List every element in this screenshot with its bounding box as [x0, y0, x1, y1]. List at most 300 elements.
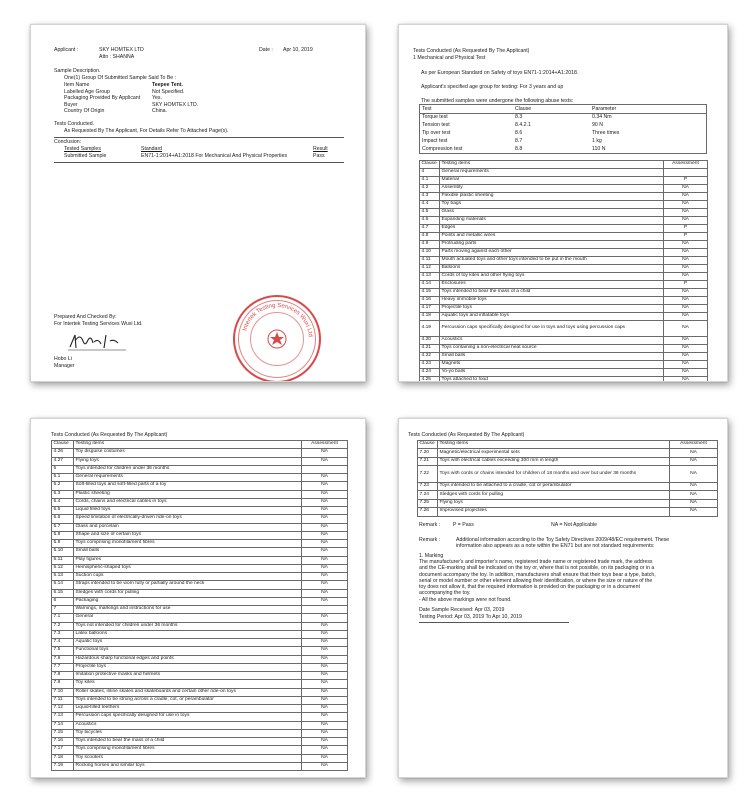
assessment-cell: NA — [664, 337, 708, 345]
testing-item-cell: Rocking horses and similar toys — [74, 762, 302, 770]
page-title: Tests Conducted (As Requested By The Applicant) — [408, 432, 525, 438]
abuse-cell: 8.3 — [515, 114, 523, 120]
table-row — [418, 491, 718, 499]
clause-cell: 7.19 — [52, 762, 74, 770]
assessment-cell: P — [664, 281, 708, 289]
table-row — [52, 597, 348, 605]
table-row — [52, 696, 348, 704]
clause-cell: 4.14 — [420, 281, 440, 289]
clause-cell: 7.7 — [52, 663, 74, 671]
marking-line: toy does not allow it, that the required information is provided on the packaging or in a document — [419, 584, 640, 591]
testing-item-cell: Plastic sheeting — [74, 490, 302, 498]
assessment-cell: NA — [302, 498, 348, 506]
clause-cell: 5.7 — [52, 523, 74, 531]
sample-field-value: Not Specified. — [152, 88, 185, 95]
testing-item-cell: Toy bags — [440, 201, 664, 209]
abuse-header-test: Test — [422, 106, 432, 112]
table-row — [420, 297, 708, 305]
assessment-table — [419, 160, 708, 382]
assessment-cell: NA — [302, 647, 348, 655]
applicant-label: Applicant : — [54, 47, 79, 53]
clause-cell: 4.21 — [420, 345, 440, 353]
clause-cell: 4.12 — [420, 265, 440, 273]
assessment-cell: NA — [302, 738, 348, 746]
assessment-cell: NA — [302, 630, 348, 638]
abuse-cell: 8.6 — [515, 130, 523, 136]
table-row — [52, 680, 348, 688]
table-row — [418, 482, 718, 490]
testing-item-cell: Material — [440, 177, 664, 185]
table-row — [418, 508, 718, 516]
tests-conducted-label: Tests Conducted. — [54, 121, 95, 127]
clause-cell: 4.1 — [420, 177, 440, 185]
testing-item-cell: Toys not intended for children under 36 months — [74, 622, 302, 630]
table-row — [420, 361, 708, 369]
table-row — [52, 581, 348, 589]
na-legend: NA = Not Applicable — [551, 522, 597, 528]
table-row — [52, 746, 348, 754]
clause-cell: 4.11 — [420, 257, 440, 265]
clause-cell: 7.24 — [418, 491, 438, 499]
remark-label: Remark : — [419, 522, 441, 528]
abuse-cell: 90 N — [592, 122, 603, 128]
testing-item-cell: Percussion caps specifically designed for use in toys — [74, 713, 302, 721]
clause-cell: 4.3 — [420, 193, 440, 201]
testing-item-cell: Roller skates, inline skates and skateboards and certain other ride-on toys — [74, 688, 302, 696]
clause-cell: 7.3 — [52, 630, 74, 638]
assessment-cell: NA — [302, 655, 348, 663]
assessment-cell: NA — [670, 449, 718, 457]
sample-field-label: Labelled Age Group — [64, 88, 110, 95]
abuse-intro: The submitted samples were undergone the following abuse tests: — [421, 98, 574, 104]
assessment-cell: NA — [664, 273, 708, 281]
prepared-by: Prepared And Checked By: — [54, 314, 117, 320]
testing-item-cell: Enclosures — [440, 281, 664, 289]
abuse-cell: Tension test — [422, 122, 450, 128]
table-header-cell: Clause — [418, 441, 438, 449]
testing-item-cell: Toys intended to be attached to a cradle, cot or perambulator — [438, 482, 670, 490]
testing-item-cell: Expanding materials — [440, 217, 664, 225]
table-row — [52, 606, 348, 614]
table-row — [420, 249, 708, 257]
assessment-cell: NA — [302, 515, 348, 523]
testing-item-cell: Percussion caps specifically designed for use in toys and toys using percussion caps — [440, 321, 664, 337]
assessment-cell: NA — [302, 746, 348, 754]
testing-item-cell: Hazardous sharp functional edges and points — [74, 655, 302, 663]
table-header-cell: Assessment — [302, 441, 348, 449]
table-row — [420, 281, 708, 289]
remark2-line: information also appears as a note within the EN71 but are not standard requirements: — [456, 543, 655, 549]
assessment-cell: NA — [302, 729, 348, 737]
assessment-cell: NA — [664, 321, 708, 337]
svg-text:Intertek Testing Services Wuxi: Intertek Testing Services Wuxi Ltd — [242, 302, 313, 338]
report-page-3 — [30, 418, 366, 778]
assessment-cell: NA — [664, 361, 708, 369]
clause-cell: 4.24 — [420, 369, 440, 377]
abuse-cell: Impact test — [422, 138, 448, 144]
clause-cell: 5.11 — [52, 556, 74, 564]
clause-cell: 4 — [420, 169, 440, 177]
clause-cell: 4.9 — [420, 241, 440, 249]
abuse-header-parameter: Parameter — [592, 106, 617, 112]
section-heading: 1 Mechanical and Physical Test — [413, 55, 486, 61]
assessment-cell: NA — [664, 297, 708, 305]
table-row — [420, 185, 708, 193]
page-title: Tests Conducted (As Requested By The Applicant) — [51, 432, 168, 438]
testing-item-cell: Liquid filled toys — [74, 507, 302, 515]
assessment-cell: NA — [670, 491, 718, 499]
clause-cell: 5.3 — [52, 490, 74, 498]
conclusion-label: Conclusion: — [54, 139, 82, 145]
table-row — [420, 241, 708, 249]
sample-field-label: Packaging Provided By Applicant — [64, 95, 141, 101]
tests-conducted-text: As Requested By The Applicant, For Details Refer To Attached Page(s). — [64, 128, 229, 134]
marking-title: 1. Marking — [419, 553, 444, 559]
assessment-cell: NA — [302, 721, 348, 729]
clause-cell: 5.4 — [52, 498, 74, 506]
assessment-cell: NA — [670, 508, 718, 516]
marking-line: - All the above markings were not found. — [419, 596, 512, 603]
clause-cell: 6 — [52, 597, 74, 605]
testing-item-cell: Edges — [440, 225, 664, 233]
testing-item-cell: Speed limitation of electrically-driven ride-on toys — [74, 515, 302, 523]
clause-cell: 4.2 — [420, 185, 440, 193]
clause-cell: 7.16 — [52, 738, 74, 746]
clause-cell: 7.25 — [418, 499, 438, 507]
conclusion-header-result: Result — [313, 146, 328, 152]
assessment-cell: NA — [664, 209, 708, 217]
sample-description-label: Sample Description. — [54, 68, 101, 74]
table-row — [52, 449, 348, 457]
assessment-cell: NA — [302, 713, 348, 721]
assessment-cell: NA — [302, 639, 348, 647]
table-row — [420, 321, 708, 337]
assessment-cell: P — [664, 225, 708, 233]
testing-item-cell: Imitation protective masks and helmets — [74, 672, 302, 680]
signature-image — [66, 329, 134, 355]
table-row — [52, 639, 348, 647]
table-row — [420, 257, 708, 265]
testing-item-cell: Toy bicycles — [74, 729, 302, 737]
table-header-cell: Testing items — [440, 161, 664, 169]
abuse-row — [420, 146, 706, 154]
testing-item-cell: Shape and size of certain toys — [74, 531, 302, 539]
clause-cell: 7.22 — [418, 466, 438, 483]
marking-line: document accompany the toy. In addition, manufacturers shall ensure that their toys bear a type, batch, — [419, 571, 656, 578]
marking-line: accompanying the toy. — [419, 590, 471, 597]
table-row — [420, 377, 708, 383]
assessment-cell: NA — [664, 313, 708, 321]
conclusion-standard: EN71-1:2014+A1:2018 For Mechanical And Physical Properties — [141, 153, 288, 159]
table-header-row — [420, 161, 708, 169]
testing-item-cell: Sledges with cords for pulling — [438, 491, 670, 499]
clause-cell: 5.8 — [52, 531, 74, 539]
prepared-for: For Intertek Testing Services Wuxi Ltd. — [54, 321, 143, 327]
abuse-cell: 0.34 Nm — [592, 114, 612, 120]
table-header-row — [418, 441, 718, 449]
company-seal-stamp — [233, 295, 321, 382]
assessment-cell: NA — [302, 705, 348, 713]
clause-cell: 4.23 — [420, 361, 440, 369]
testing-item-cell: Heavy immobile toys — [440, 297, 664, 305]
abuse-cell: Three times — [592, 130, 620, 136]
table-row — [52, 754, 348, 762]
testing-item-cell: Projectile toys — [74, 663, 302, 671]
assessment-cell: NA — [302, 680, 348, 688]
clause-cell: 4.26 — [52, 449, 74, 457]
abuse-tests-box — [419, 104, 707, 154]
abuse-cell: 1 kg — [592, 138, 602, 144]
abuse-cell: 8.8 — [515, 146, 523, 152]
clause-cell: 5.12 — [52, 564, 74, 572]
table-header-cell: Assessment — [670, 441, 718, 449]
clause-cell: 7.4 — [52, 639, 74, 647]
assessment-cell: NA — [302, 457, 348, 465]
abuse-row — [420, 122, 706, 130]
table-row — [52, 614, 348, 622]
table-row — [420, 273, 708, 281]
testing-item-cell: Balloons — [440, 265, 664, 273]
abuse-header-clause: Clause — [515, 106, 532, 112]
testing-item-cell: Flying toys — [438, 499, 670, 507]
abuse-cell: 8.7 — [515, 138, 523, 144]
conclusion-result: Pass — [313, 153, 325, 159]
table-header-row — [52, 441, 348, 449]
clause-cell: 4.4 — [420, 201, 440, 209]
signer-name: Hobo Li — [54, 356, 72, 362]
testing-item-cell: Toys intended to bear the mass of a child — [440, 289, 664, 297]
clause-cell: 5.13 — [52, 573, 74, 581]
testing-item-cell: Projectile toys — [440, 305, 664, 313]
clause-cell: 4.16 — [420, 297, 440, 305]
assessment-cell: NA — [664, 193, 708, 201]
testing-item-cell: Latex balloons — [74, 630, 302, 638]
table-row — [52, 531, 348, 539]
standard-line: As per European Standard on Safety of toys EN71-1:2014+A1:2018. — [421, 70, 579, 76]
table-row — [420, 313, 708, 321]
assessment-cell: NA — [302, 589, 348, 597]
assessment-cell: NA — [670, 457, 718, 465]
report-page-2 — [398, 24, 728, 382]
testing-item-cell: Toys comprising monofilament fibres — [74, 540, 302, 548]
assessment-cell: NA — [302, 548, 348, 556]
clause-cell: 7.12 — [52, 705, 74, 713]
assessment-cell: NA — [302, 754, 348, 762]
assessment-table — [51, 440, 348, 771]
remark2-label: Remark : — [419, 537, 441, 543]
table-row — [420, 201, 708, 209]
clause-cell: 4.17 — [420, 305, 440, 313]
table-row — [52, 713, 348, 721]
clause-cell: 5.14 — [52, 581, 74, 589]
testing-item-cell: Warnings, markings and instructions for use — [74, 606, 302, 614]
testing-item-cell: Flexible plastic sheeting — [440, 193, 664, 201]
assessment-cell: NA — [664, 201, 708, 209]
clause-cell: 7.1 — [52, 614, 74, 622]
pass-legend: P = Pass — [453, 522, 474, 528]
testing-item-cell: Toys attached to food — [440, 377, 664, 383]
assessment-cell: NA — [664, 265, 708, 273]
testing-item-cell: Glass — [440, 209, 664, 217]
abuse-row — [420, 130, 706, 138]
assessment-cell: NA — [302, 449, 348, 457]
sample-field-row — [64, 109, 198, 116]
assessment-cell: NA — [664, 289, 708, 297]
abuse-cell: 110 N — [592, 146, 606, 152]
testing-item-cell: Small balls — [440, 353, 664, 361]
testing-item-cell: Sledges with cords for pulling — [74, 589, 302, 597]
clause-cell: 5.5 — [52, 507, 74, 515]
table-row — [52, 647, 348, 655]
assessment-cell: NA — [302, 597, 348, 605]
assessment-cell: NA — [302, 614, 348, 622]
table-row — [52, 721, 348, 729]
clause-cell: 7.11 — [52, 696, 74, 704]
abuse-cell: 8.4.2.1 — [515, 122, 531, 128]
clause-cell: 7.14 — [52, 721, 74, 729]
table-row — [52, 523, 348, 531]
marking-text — [419, 560, 656, 604]
assessment-cell: NA — [302, 540, 348, 548]
assessment-cell: NA — [664, 217, 708, 225]
sample-fields — [64, 83, 198, 116]
assessment-cell — [302, 606, 348, 614]
table-row — [418, 449, 718, 457]
table-row — [420, 169, 708, 177]
clause-cell: 5.9 — [52, 540, 74, 548]
assessment-cell: NA — [302, 523, 348, 531]
assessment-cell: NA — [302, 672, 348, 680]
table-row — [420, 353, 708, 361]
testing-item-cell: Points and metallic wires — [440, 233, 664, 241]
testing-item-cell: Small balls — [74, 548, 302, 556]
assessment-cell: NA — [664, 353, 708, 361]
table-row — [52, 573, 348, 581]
divider — [54, 162, 344, 163]
table-row — [420, 233, 708, 241]
testing-item-cell: Hemispheric-shaped toys — [74, 564, 302, 572]
clause-cell: 7.6 — [52, 655, 74, 663]
testing-item-cell: Suction cups — [74, 573, 302, 581]
table-row — [52, 589, 348, 597]
testing-item-cell: Toys comprising monofilament fibres — [74, 746, 302, 754]
marking-line: and the CE-marking shall be indicated on the toy or, where that is not possible, on its packaging or in a — [419, 565, 655, 572]
table-row — [52, 515, 348, 523]
table-row — [52, 474, 348, 482]
divider — [54, 137, 344, 138]
assessment-cell: NA — [664, 305, 708, 313]
clause-cell: 4.13 — [420, 273, 440, 281]
assessment-cell: NA — [670, 499, 718, 507]
clause-cell: 7.26 — [418, 508, 438, 516]
marking-line: serial or model number or other element allowing their identification, or where the size or nature of the — [419, 577, 653, 584]
clause-cell: 7.15 — [52, 729, 74, 737]
table-row — [420, 225, 708, 233]
clause-cell: 7.21 — [418, 457, 438, 465]
clause-cell: 7.13 — [52, 713, 74, 721]
testing-item-cell: Toys intended for children under 36 months — [74, 465, 302, 473]
testing-item-cell: General requirements — [440, 169, 664, 177]
testing-item-cell: Toy disguise costumes — [74, 449, 302, 457]
clause-cell: 7.8 — [52, 672, 74, 680]
date-label: Date : — [259, 47, 273, 53]
testing-item-cell: Aquatic toys and inflatable toys — [440, 313, 664, 321]
clause-cell: 4.27 — [52, 457, 74, 465]
testing-item-cell: Toys containing a non-electrical heat source — [440, 345, 664, 353]
sample-field-value: SKY HOMTEX LTD. — [152, 101, 199, 108]
table-row — [420, 289, 708, 297]
assessment-table — [417, 440, 718, 517]
divider — [419, 622, 569, 623]
sample-field-label: Country Of Origin — [64, 108, 105, 114]
assessment-cell: NA — [302, 688, 348, 696]
clause-cell: 7 — [52, 606, 74, 614]
report-page-1 — [30, 24, 366, 382]
clause-cell: 4.20 — [420, 337, 440, 345]
table-row — [52, 688, 348, 696]
assessment-cell: NA — [302, 482, 348, 490]
clause-cell: 5 — [52, 465, 74, 473]
clause-cell: 7.9 — [52, 680, 74, 688]
sample-field-value: Teepee Tent. — [152, 82, 183, 88]
assessment-cell: NA — [302, 696, 348, 704]
table-header-cell: Testing items — [438, 441, 670, 449]
table-row — [52, 540, 348, 548]
applicant-value: SKY HOMTEX LTD — [99, 47, 144, 53]
table-row — [52, 564, 348, 572]
conclusion-sample: Submitted Sample — [64, 153, 107, 159]
page-title: Tests Conducted (As Requested By The Applicant) — [413, 48, 530, 54]
testing-item-cell: Toys with electrical cables exceeding 300 mm in length — [438, 457, 670, 465]
table-header-cell: Clause — [420, 161, 440, 169]
clause-cell: 7.18 — [52, 754, 74, 762]
abuse-row — [420, 138, 706, 146]
clause-cell: 5.2 — [52, 482, 74, 490]
testing-item-cell: Yo-yo balls — [440, 369, 664, 377]
date-received: Date Sample Received: Apr 03, 2019 — [419, 607, 505, 613]
attn-line: Attn : SHANNA — [99, 54, 135, 60]
table-header-cell: Clause — [52, 441, 74, 449]
table-row — [52, 490, 348, 498]
clause-cell: 4.19 — [420, 321, 440, 337]
assessment-cell: NA — [302, 531, 348, 539]
testing-item-cell: Cords of toy kites and other flying toys — [440, 273, 664, 281]
table-row — [52, 556, 348, 564]
table-row — [420, 217, 708, 225]
table-row — [52, 663, 348, 671]
marking-line: The manufacturer's and importer's name, registered trade name or registered trade mark, the address — [419, 559, 653, 565]
testing-item-cell: Toys with cords or chains intended for children of 18 months and over but under 36 months — [438, 466, 670, 483]
testing-item-cell: Aquatic toys — [74, 639, 302, 647]
sample-field-value: China. — [152, 108, 167, 114]
clause-cell: 7.5 — [52, 647, 74, 655]
assessment-cell: NA — [670, 466, 718, 483]
testing-item-cell: Flying toys — [74, 457, 302, 465]
clause-cell: 5.15 — [52, 589, 74, 597]
table-row — [418, 466, 718, 483]
remark2-line: Additional information according to the Toy Safety Directives 2009/48/EC requirement. These — [456, 537, 670, 543]
table-row — [52, 762, 348, 770]
assessment-cell: NA — [302, 490, 348, 498]
sample-intro: One(1) Group Of Submitted Sample Said To Be : — [64, 75, 177, 81]
testing-item-cell: Play figures — [74, 556, 302, 564]
assessment-cell: NA — [302, 762, 348, 770]
signer-title: Manager — [54, 363, 75, 369]
clause-cell: 5.1 — [52, 474, 74, 482]
clause-cell: 7.17 — [52, 746, 74, 754]
assessment-cell: NA — [302, 474, 348, 482]
abuse-row — [420, 114, 706, 122]
